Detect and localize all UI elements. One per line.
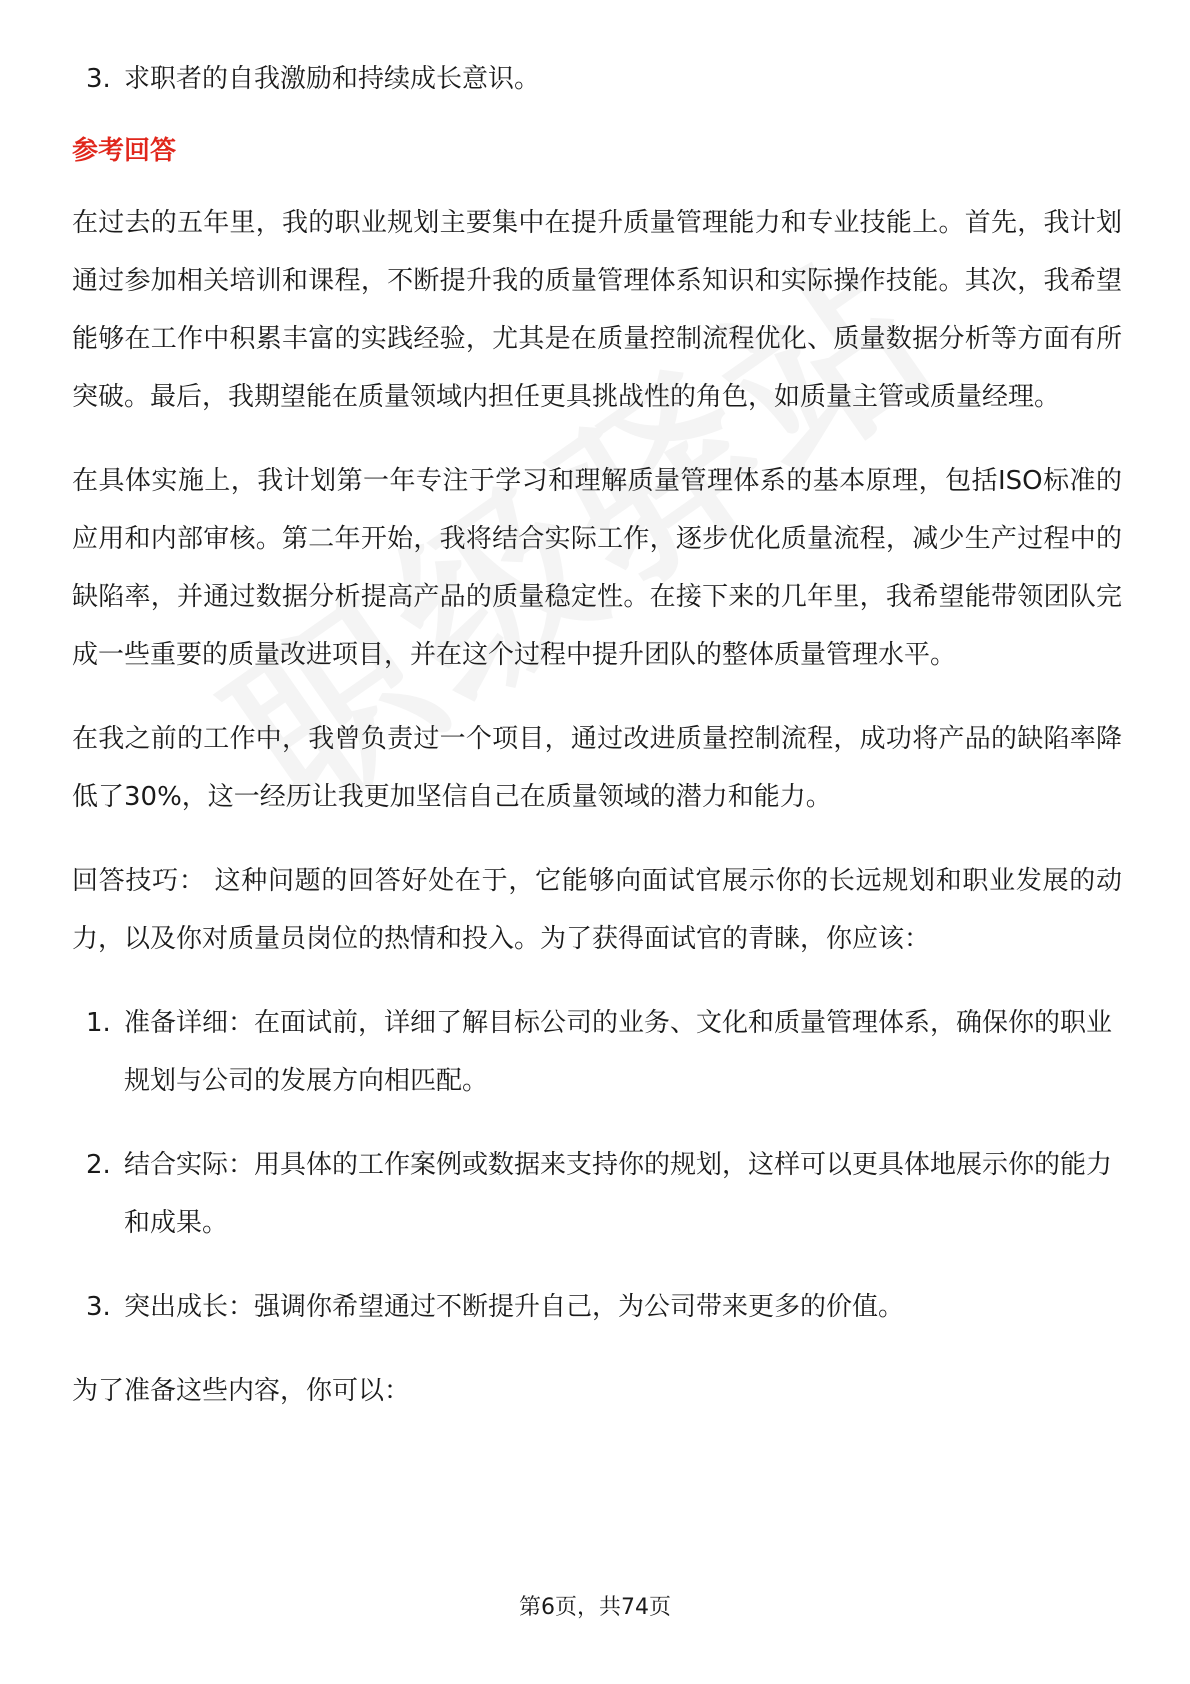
list-number: 3.: [86, 1292, 111, 1322]
paragraph-experience: 在我之前的工作中，我曾负责过一个项目，通过改进质量控制流程，成功将产品的缺陷率降低了30%，这一经历让我更加坚信自己在质量领域的潜力和能力。: [72, 724, 1122, 812]
list-number: 2.: [86, 1150, 111, 1180]
page-number-footer: 第6页，共74页: [519, 1595, 671, 1620]
paragraph-answer-tips: 回答技巧： 这种问题的回答好处在于，它能够向面试官展示你的长远规划和职业发展的动力，以及你对质量员岗位的热情和投入。为了获得面试官的青睐，你应该：: [72, 866, 1122, 954]
paragraph-career-plan: 在过去的五年里，我的职业规划主要集中在提升质量管理能力和专业技能上。首先，我计划通过参加相关培训和课程，不断提升我的质量管理体系知识和实际操作技能。其次，我希望能够在工作中积累丰富的实践经验，尤其是在质量控制流程优化、质量数据分析等方面有所突破。最后，我期望能在质量领域内担任更具挑战性的角色，如质量主管或质量经理。: [72, 208, 1122, 412]
list-item: [72, 1278, 1122, 1336]
list-text: 求职者的自我激励和持续成长意识。: [124, 64, 541, 94]
list-item: [72, 994, 1122, 1110]
reference-answer-heading: 参考回答: [72, 136, 177, 166]
list-item: [72, 1136, 1122, 1252]
list-number: 3.: [86, 64, 111, 94]
list-text: 结合实际：用具体的工作案例或数据来支持你的规划，这样可以更具体地展示你的能力和成果。: [124, 1150, 1113, 1238]
list-item: [72, 50, 1122, 108]
list-text: 准备详细：在面试前，详细了解目标公司的业务、文化和质量管理体系，确保你的职业规划与公司的发展方向相匹配。: [124, 1008, 1113, 1096]
list-text: 突出成长：强调你希望通过不断提升自己，为公司带来更多的价值。: [124, 1292, 905, 1322]
closing-line: 为了准备这些内容，你可以：: [72, 1376, 411, 1406]
tips-list: [72, 994, 1122, 1336]
list-number: 1.: [86, 1008, 111, 1038]
page-content: [72, 50, 1122, 1446]
paragraph-implementation: 在具体实施上，我计划第一年专注于学习和理解质量管理体系的基本原理，包括ISO标准的应用和内部审核。第二年开始，我将结合实际工作，逐步优化质量流程，减少生产过程中的缺陷率，并通过数据分析提高产品的质量稳定性。在接下来的几年里，我希望能带领团队完成一些重要的质量改进项目，并在这个过程中提升团队的整体质量管理水平。: [72, 466, 1122, 670]
